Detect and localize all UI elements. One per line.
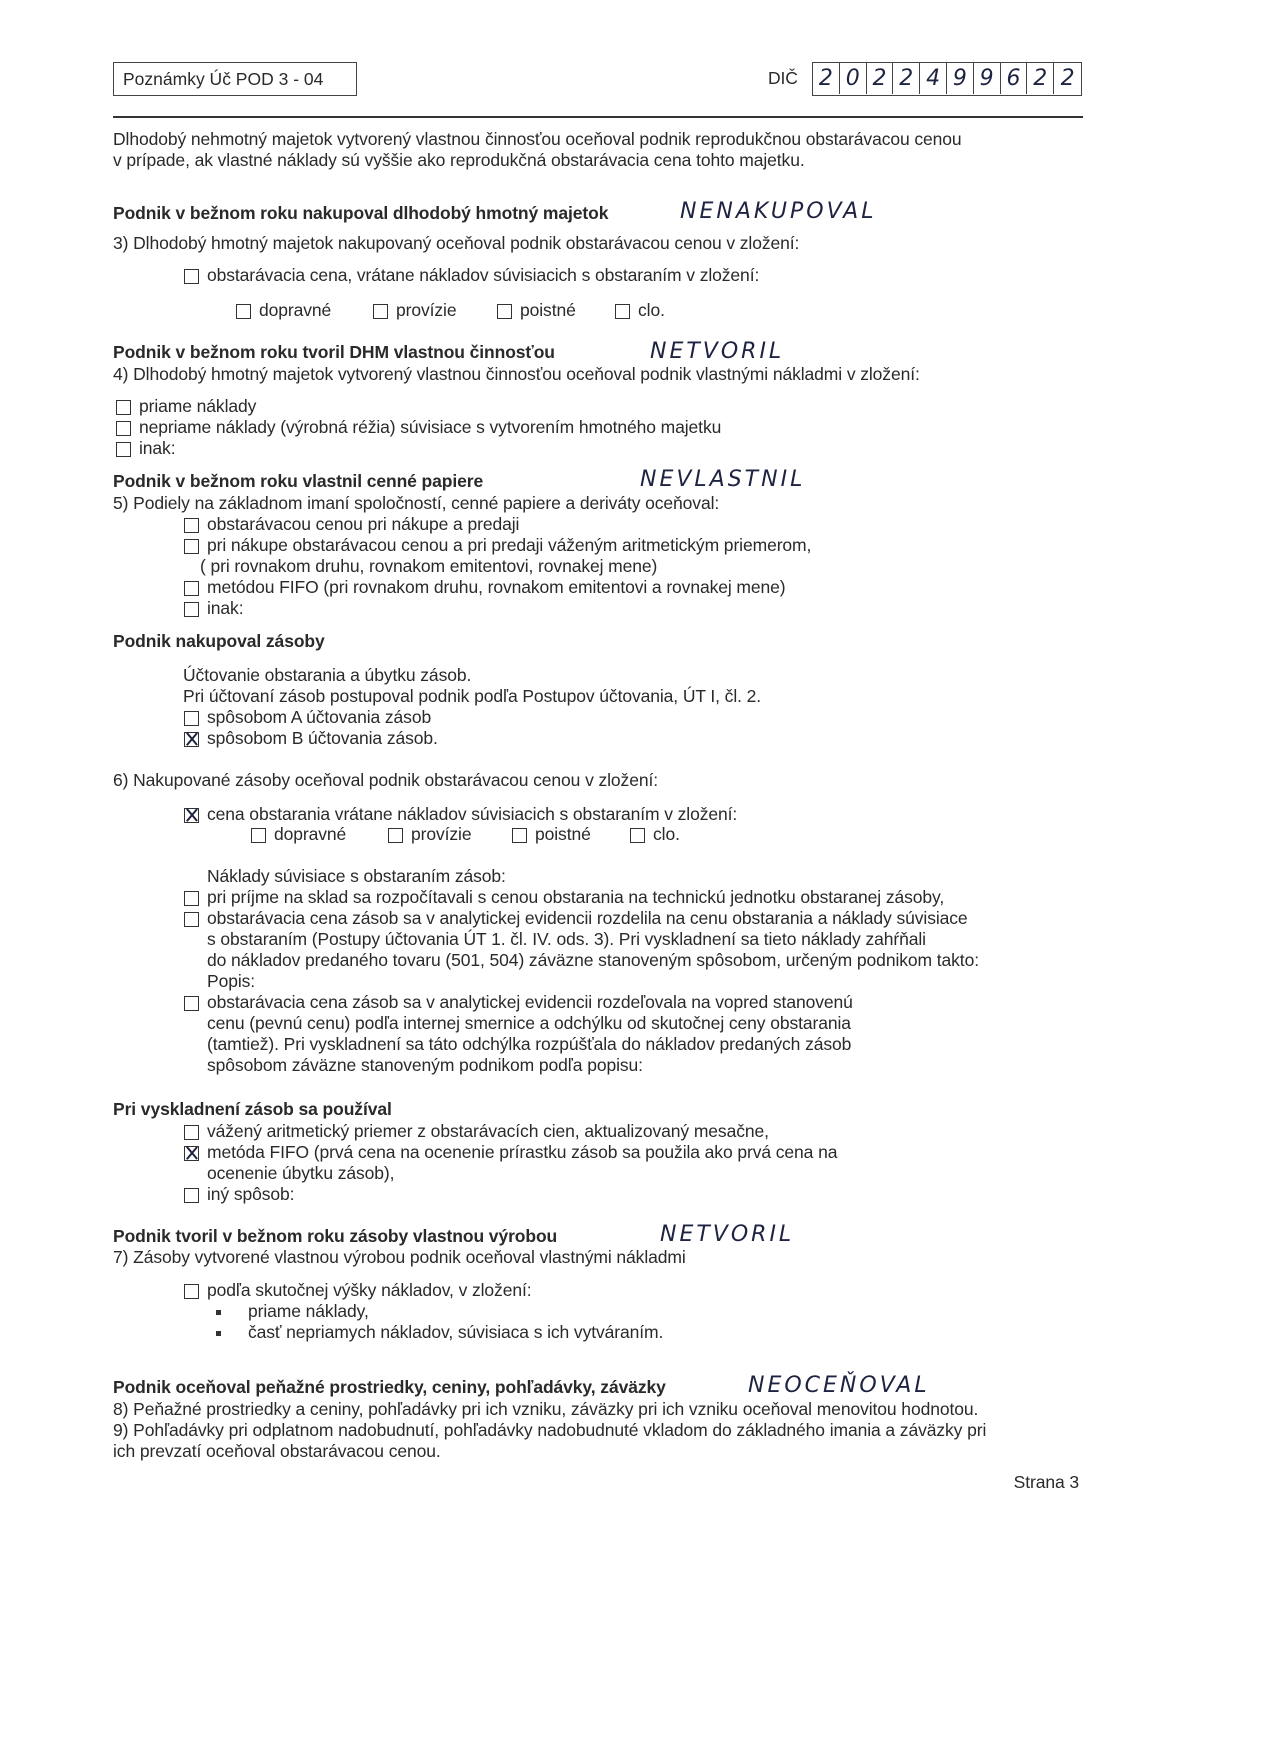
option-label: spôsobom B účtovania zásob.: [207, 728, 438, 748]
header-divider: [113, 116, 1083, 118]
question: 7) Zásoby vytvorené vlastnou výrobou podnik oceňoval vlastnými nákladmi: [113, 1247, 686, 1267]
dic-label: DIČ: [768, 68, 798, 88]
option-label: obstarávacou cenou pri nákupe a predaji: [207, 514, 520, 534]
checkbox[interactable]: [116, 400, 131, 415]
question: 4) Dlhodobý hmotný majetok vytvorený vlastnou činnosťou oceňoval podnik vlastnými nákladmi v zložení:: [113, 364, 920, 384]
section-heading: Podnik oceňoval peňažné prostriedky, ceniny, pohľadávky, záväzky: [113, 1377, 666, 1397]
option-label: dopravné: [274, 824, 347, 844]
option-label: poistné: [520, 300, 576, 320]
checkbox[interactable]: [630, 828, 645, 843]
section-heading: Podnik nakupoval zásoby: [113, 631, 325, 651]
option-label: inak:: [139, 438, 176, 458]
option-label: iný spôsob:: [207, 1184, 295, 1204]
section-heading: Podnik tvoril v bežnom roku zásoby vlastnou výrobou: [113, 1226, 558, 1246]
section-heading: Podnik v bežnom roku tvoril DHM vlastnou činnosťou: [113, 342, 555, 362]
text-line: Účtovanie obstarania a úbytku zásob.: [183, 665, 472, 685]
checkbox[interactable]: [116, 442, 131, 457]
option-label: clo.: [653, 824, 680, 844]
checkbox-checked[interactable]: [184, 732, 199, 747]
checkbox[interactable]: [497, 304, 512, 319]
option-label: nepriame náklady (výrobná réžia) súvisiace s vytvorením hmotného majetku: [139, 417, 722, 437]
option-label: dopravné: [259, 300, 332, 320]
option-label: provízie: [396, 300, 457, 320]
option-label-cont: spôsobom záväzne stanoveným podnikom podľa popisu:: [207, 1055, 643, 1075]
checkbox[interactable]: [184, 711, 199, 726]
form-id-box: [113, 62, 357, 96]
checkbox[interactable]: [512, 828, 527, 843]
option-label: pri príjme na sklad sa rozpočítavali s cenou obstarania na technickú jednotku obstaranej zásoby,: [207, 887, 945, 907]
handwritten-answer: NETVORIL: [660, 1222, 795, 1247]
checkbox-checked[interactable]: [184, 1146, 199, 1161]
checkbox[interactable]: [236, 304, 251, 319]
option-label: obstarávacia cena zásob sa v analytickej evidencii rozdeľovala na vopred stanovenú: [207, 992, 853, 1012]
text-line: ich prevzatí oceňoval obstarávacou cenou.: [113, 1441, 441, 1461]
handwritten-answer: NETVORIL: [650, 339, 785, 364]
checkbox[interactable]: [116, 421, 131, 436]
checkbox[interactable]: [184, 891, 199, 906]
dic-digit: 2: [1060, 66, 1075, 91]
dic-digit: 6: [1001, 63, 1028, 94]
option-label-cont: (tamtiež). Pri vyskladnení sa táto odchýlka rozpúšťala do nákladov predaných zásob: [207, 1034, 852, 1054]
checkbox[interactable]: [251, 828, 266, 843]
option-label: provízie: [411, 824, 472, 844]
option-label-cont: ( pri rovnakom druhu, rovnakom emitentovi, rovnakej mene): [200, 556, 658, 576]
option-label: cena obstarania vrátane nákladov súvisiacich s obstaraním v zložení:: [207, 804, 738, 824]
option-label: poistné: [535, 824, 591, 844]
bullet-icon: [216, 1310, 221, 1315]
option-label: pri nákupe obstarávacou cenou a pri predaji váženým aritmetickým priemerom,: [207, 535, 812, 555]
dic-digit: 2: [893, 63, 920, 94]
section-heading: Podnik v bežnom roku vlastnil cenné papiere: [113, 471, 484, 491]
question: 6) Nakupované zásoby oceňoval podnik obstarávacou cenou v zložení:: [113, 770, 659, 790]
checkbox[interactable]: [388, 828, 403, 843]
checkbox[interactable]: [184, 912, 199, 927]
option-label-cont: s obstaraním (Postupy účtovania ÚT 1. čl. IV. ods. 3). Pri vyskladnení sa tieto náklady zahŕňali: [207, 929, 926, 949]
handwritten-answer: NENAKUPOVAL: [680, 199, 877, 224]
checkbox[interactable]: [184, 269, 199, 284]
form-id: Poznámky Úč POD 3 - 04: [123, 69, 324, 89]
checkbox[interactable]: [184, 996, 199, 1011]
checkbox[interactable]: [184, 581, 199, 596]
dic-digit: 2: [1027, 63, 1054, 94]
option-label-cont: Popis:: [207, 971, 256, 991]
dic-digit: 9: [974, 63, 1001, 94]
option-label: clo.: [638, 300, 665, 320]
option-label: inak:: [207, 598, 244, 618]
option-label: spôsobom A účtovania zásob: [207, 707, 432, 727]
option-label: podľa skutočnej výšky nákladov, v zložení:: [207, 1280, 532, 1300]
checkbox[interactable]: [184, 1188, 199, 1203]
text-line: Pri účtovaní zásob postupoval podnik podľa Postupov účtovania, ÚT I, čl. 2.: [183, 686, 762, 706]
option-label: vážený aritmetický priemer z obstarávacích cien, aktualizovaný mesačne,: [207, 1121, 769, 1141]
handwritten-answer: NEOCEŇOVAL: [748, 1373, 930, 1398]
option-label: priame náklady: [139, 396, 257, 416]
checkbox[interactable]: [184, 539, 199, 554]
bullet-icon: [216, 1331, 221, 1336]
text-line: 9) Pohľadávky pri odplatnom nadobudnutí, pohľadávky nadobudnuté vkladom do základného imania a záväzky pri: [113, 1420, 987, 1440]
option-label-cont: ocenenie úbytku zásob),: [207, 1163, 395, 1183]
section-heading: Pri vyskladnení zásob sa používal: [113, 1099, 392, 1119]
option-label: metódou FIFO (pri rovnakom druhu, rovnakom emitentovi a rovnakej mene): [207, 577, 786, 597]
checkbox[interactable]: [184, 1284, 199, 1299]
intro-line: v prípade, ak vlastné náklady sú vyššie ako reprodukčná obstarávacia cena tohto majetku.: [113, 150, 805, 170]
question: 3) Dlhodobý hmotný majetok nakupovaný oceňoval podnik obstarávacou cenou v zložení:: [113, 233, 800, 253]
checkbox[interactable]: [373, 304, 388, 319]
bullet-text: priame náklady,: [248, 1301, 369, 1321]
option-label: obstarávacia cena, vrátane nákladov súvisiacich s obstaraním v zložení:: [207, 265, 760, 285]
handwritten-answer: NEVLASTNIL: [640, 467, 806, 492]
text-line: Náklady súvisiace s obstaraním zásob:: [207, 866, 506, 886]
intro-line: Dlhodobý nehmotný majetok vytvorený vlastnou činnosťou oceňoval podnik reprodukčnou obstarávacou cenou: [113, 129, 962, 149]
dic-digit: 0: [840, 63, 867, 94]
bullet-text: časť nepriamych nákladov, súvisiaca s ich vytváraním.: [248, 1322, 664, 1342]
checkbox[interactable]: [184, 602, 199, 617]
option-label: metóda FIFO (prvá cena na ocenenie prírastku zásob sa použila ako prvá cena na: [207, 1142, 838, 1162]
dic-digit: 2: [813, 63, 840, 94]
dic-field[interactable]: [812, 62, 1082, 96]
section-heading: Podnik v bežnom roku nakupoval dlhodobý hmotný majetok: [113, 203, 609, 223]
option-label-cont: do nákladov predaného tovaru (501, 504) záväzne stanoveným spôsobom, určeným podnikom takto:: [207, 950, 979, 970]
text-line: 8) Peňažné prostriedky a ceniny, pohľadávky pri ich vzniku, záväzky pri ich vzniku oceňoval menovitou hodnotou.: [113, 1399, 979, 1419]
checkbox[interactable]: [615, 304, 630, 319]
checkbox-checked[interactable]: [184, 808, 199, 823]
page-number: Strana 3: [1013, 1472, 1079, 1492]
checkbox[interactable]: [184, 1125, 199, 1140]
question: 5) Podiely na základnom imaní spoločností, cenné papiere a deriváty oceňoval:: [113, 493, 720, 513]
dic-digit: 2: [867, 63, 894, 94]
dic-digit: 4: [920, 63, 947, 94]
option-label-cont: cenu (pevnú cenu) podľa internej smernice a odchýlku od skutočnej ceny obstarania: [207, 1013, 851, 1033]
option-label: obstarávacia cena zásob sa v analytickej evidencii rozdelila na cenu obstarania a náklady súvisiace: [207, 908, 968, 928]
dic-digit: 9: [947, 63, 974, 94]
checkbox[interactable]: [184, 518, 199, 533]
